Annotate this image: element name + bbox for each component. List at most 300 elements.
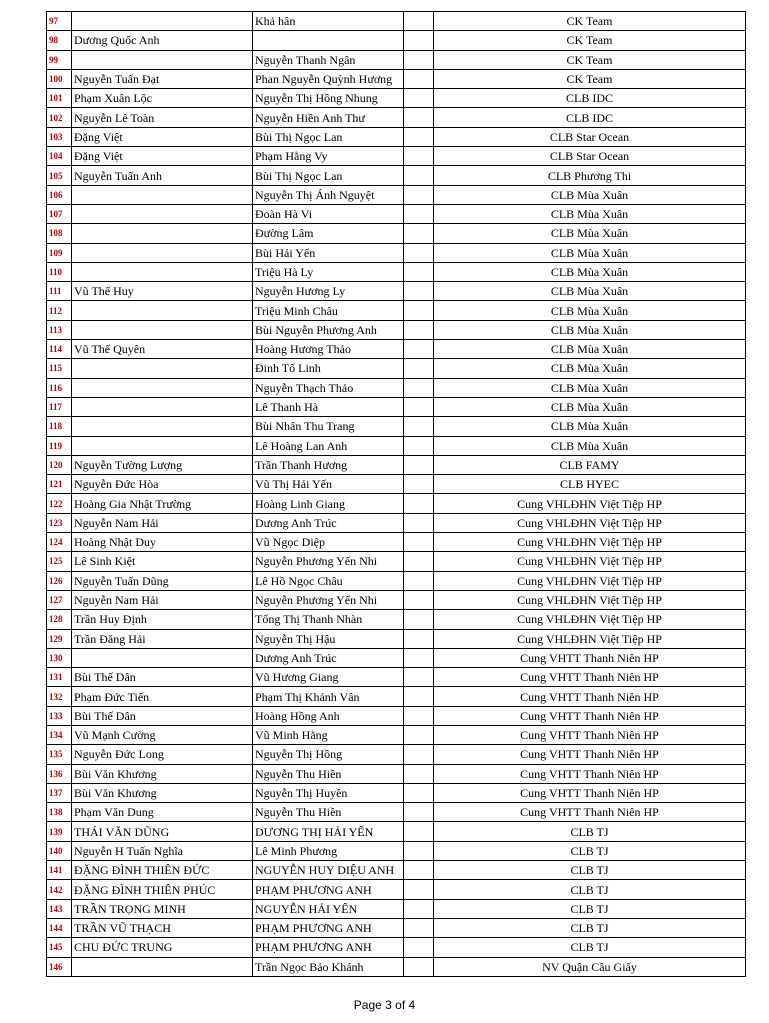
table-row [47,668,746,687]
name-column-b-cell: Nguyễn Thu Hiền [253,764,404,783]
blank-cell [404,475,434,494]
name-column-b-cell: DƯƠNG THỊ HẢI YẾN [253,822,404,841]
name-column-a-cell: Phạm Đức Tiến [72,687,253,706]
blank-cell [404,69,434,88]
row-number-cell: 132 [47,687,72,706]
name-column-a-cell [72,957,253,976]
unit-cell: Cung VHTT Thanh Niên HP [434,706,746,725]
unit-cell: Cung VHTT Thanh Niên HP [434,803,746,822]
unit-cell: CLB FAMY [434,455,746,474]
table-row [47,841,746,860]
document-sheet [46,11,746,977]
blank-cell [404,957,434,976]
blank-cell [404,262,434,281]
name-column-b-cell: Lê Minh Phương [253,841,404,860]
blank-cell [404,899,434,918]
name-column-b-cell: Nguyễn Thạch Thảo [253,378,404,397]
unit-cell: CLB Mùa Xuân [434,204,746,223]
table-row [47,12,746,31]
row-number-cell: 116 [47,378,72,397]
unit-cell: CLB TJ [434,899,746,918]
row-number-cell: 121 [47,475,72,494]
table-row [47,301,746,320]
name-column-a-cell: Hoàng Gia Nhật Trường [72,494,253,513]
unit-cell: CLB Mùa Xuân [434,417,746,436]
unit-cell: Cung VHLĐHN Việt Tiệp HP [434,513,746,532]
name-column-a-cell [72,397,253,416]
row-number-cell: 124 [47,533,72,552]
name-column-a-cell: ĐẶNG ĐÌNH THIÊN PHÚC [72,880,253,899]
table-row [47,783,746,802]
unit-cell: CK Team [434,12,746,31]
unit-cell: Cung VHLĐHN Việt Tiệp HP [434,533,746,552]
row-number-cell: 118 [47,417,72,436]
unit-cell: CLB TJ [434,938,746,957]
table-row [47,764,746,783]
table-row [47,282,746,301]
name-column-a-cell [72,185,253,204]
blank-cell [404,513,434,532]
blank-cell [404,533,434,552]
table-row [47,69,746,88]
blank-cell [404,359,434,378]
name-column-b-cell: Bùi Hải Yến [253,243,404,262]
unit-cell: Cung VHTT Thanh Niên HP [434,725,746,744]
table-row [47,629,746,648]
name-column-a-cell [72,648,253,667]
name-column-a-cell: THÁI VĂN DŨNG [72,822,253,841]
row-number-cell: 133 [47,706,72,725]
row-number-cell: 129 [47,629,72,648]
name-column-b-cell: Tống Thị Thanh Nhàn [253,610,404,629]
name-column-a-cell: Phạm Văn Dung [72,803,253,822]
name-column-b-cell: Phạm Hằng Vy [253,147,404,166]
blank-cell [404,89,434,108]
blank-cell [404,147,434,166]
name-column-b-cell: Nguyễn Thu Hiền [253,803,404,822]
name-column-a-cell [72,224,253,243]
blank-cell [404,301,434,320]
row-number-cell: 130 [47,648,72,667]
unit-cell: Cung VHLĐHN Việt Tiệp HP [434,552,746,571]
name-column-b-cell: Triệu Hà Ly [253,262,404,281]
table-row [47,340,746,359]
name-column-b-cell: Đường Lâm [253,224,404,243]
unit-cell: CLB Mùa Xuân [434,320,746,339]
table-row [47,610,746,629]
name-column-a-cell: Vũ Thế Huy [72,282,253,301]
row-number-cell: 112 [47,301,72,320]
row-number-cell: 113 [47,320,72,339]
blank-cell [404,108,434,127]
blank-cell [404,50,434,69]
name-column-a-cell [72,359,253,378]
table-row [47,725,746,744]
unit-cell: CLB Phương Thi [434,166,746,185]
row-number-cell: 134 [47,725,72,744]
row-number-cell: 115 [47,359,72,378]
name-column-b-cell: Nguyễn Thị Hồng [253,745,404,764]
row-number-cell: 105 [47,166,72,185]
table-row [47,127,746,146]
name-column-b-cell: Nguyễn Thị Hậu [253,629,404,648]
name-column-a-cell: Nguyễn Tuấn Anh [72,166,253,185]
name-column-b-cell: Đoàn Hà Vi [253,204,404,223]
name-column-a-cell: Nguyễn Lê Toàn [72,108,253,127]
unit-cell: Cung VHTT Thanh Niên HP [434,764,746,783]
unit-cell: CLB Mùa Xuân [434,301,746,320]
page-footer: Page 3 of 4 [353,998,416,1012]
unit-cell: CLB Mùa Xuân [434,359,746,378]
blank-cell [404,494,434,513]
unit-cell: CLB TJ [434,822,746,841]
blank-cell [404,648,434,667]
blank-cell [404,436,434,455]
blank-cell [404,185,434,204]
table-row [47,320,746,339]
table-row [47,204,746,223]
unit-cell: CLB TJ [434,841,746,860]
row-number-cell: 114 [47,340,72,359]
name-column-a-cell: Vũ Thế Quyên [72,340,253,359]
name-column-b-cell: Hoàng Hồng Anh [253,706,404,725]
blank-cell [404,320,434,339]
name-column-b-cell: Lê Hồ Ngọc Châu [253,571,404,590]
name-column-a-cell: Đặng Việt [72,147,253,166]
row-number-cell: 109 [47,243,72,262]
unit-cell: CLB Mùa Xuân [434,378,746,397]
row-number-cell: 108 [47,224,72,243]
row-number-cell: 143 [47,899,72,918]
table-row [47,378,746,397]
row-number-cell: 141 [47,861,72,880]
name-column-b-cell: Lê Hoàng Lan Anh [253,436,404,455]
name-column-b-cell: Nguyễn Thị Ánh Nguyệt [253,185,404,204]
name-column-b-cell: PHẠM PHƯƠNG ANH [253,918,404,937]
name-column-a-cell: TRẦN TRỌNG MINH [72,899,253,918]
name-column-b-cell: Hoàng Hương Thảo [253,340,404,359]
name-column-b-cell: Hoàng Linh Giang [253,494,404,513]
name-column-b-cell: Vũ Hương Giang [253,668,404,687]
name-column-b-cell: Nguyễn Hiền Anh Thư [253,108,404,127]
blank-cell [404,224,434,243]
name-column-b-cell: Phạm Thị Khánh Vân [253,687,404,706]
name-column-b-cell: Vũ Thị Hải Yến [253,475,404,494]
row-number-cell: 146 [47,957,72,976]
name-column-a-cell: Trần Huy Định [72,610,253,629]
name-column-a-cell [72,417,253,436]
name-column-a-cell [72,243,253,262]
name-column-a-cell: Bùi Văn Khương [72,783,253,802]
row-number-cell: 128 [47,610,72,629]
table-row [47,50,746,69]
table-row [47,706,746,725]
unit-cell: CLB Mùa Xuân [434,340,746,359]
unit-cell: CLB HYEC [434,475,746,494]
name-column-a-cell: Vũ Mạnh Cường [72,725,253,744]
name-column-a-cell [72,378,253,397]
table-row [47,417,746,436]
row-number-cell: 104 [47,147,72,166]
unit-cell: CLB Star Ocean [434,127,746,146]
name-column-a-cell: Nguyễn Tường Lượng [72,455,253,474]
unit-cell: Cung VHTT Thanh Niên HP [434,745,746,764]
name-column-a-cell: Nguyễn Nam Hải [72,590,253,609]
name-column-a-cell: Hoàng Nhật Duy [72,533,253,552]
name-column-a-cell [72,262,253,281]
table-row [47,397,746,416]
table-row [47,513,746,532]
row-number-cell: 103 [47,127,72,146]
name-column-b-cell: PHẠM PHƯƠNG ANH [253,880,404,899]
row-number-cell: 142 [47,880,72,899]
row-number-cell: 135 [47,745,72,764]
name-column-a-cell [72,301,253,320]
row-number-cell: 126 [47,571,72,590]
unit-cell: CLB Mùa Xuân [434,185,746,204]
name-column-a-cell [72,204,253,223]
row-number-cell: 119 [47,436,72,455]
unit-cell: CLB Mùa Xuân [434,397,746,416]
name-column-a-cell: Bùi Thế Dân [72,668,253,687]
unit-cell: CLB IDC [434,108,746,127]
table-row [47,590,746,609]
unit-cell: CLB TJ [434,880,746,899]
table-row [47,243,746,262]
name-column-a-cell: Đặng Việt [72,127,253,146]
name-column-a-cell [72,436,253,455]
blank-cell [404,12,434,31]
name-column-b-cell: Vũ Ngọc Diệp [253,533,404,552]
blank-cell [404,610,434,629]
blank-cell [404,204,434,223]
unit-cell: CLB Mùa Xuân [434,436,746,455]
name-column-a-cell: CHU ĐỨC TRUNG [72,938,253,957]
row-number-cell: 97 [47,12,72,31]
row-number-cell: 127 [47,590,72,609]
name-column-b-cell: Dương Anh Trúc [253,648,404,667]
table-row [47,533,746,552]
name-column-a-cell: Nguyễn Tuấn Dũng [72,571,253,590]
row-number-cell: 106 [47,185,72,204]
unit-cell: CLB TJ [434,861,746,880]
table-row [47,31,746,50]
table-row [47,899,746,918]
unit-cell: Cung VHTT Thanh Niên HP [434,783,746,802]
unit-cell: CLB Mùa Xuân [434,282,746,301]
participant-table [46,11,746,977]
name-column-b-cell [253,31,404,50]
name-column-a-cell [72,50,253,69]
blank-cell [404,918,434,937]
table-row [47,803,746,822]
table-row [47,687,746,706]
row-number-cell: 123 [47,513,72,532]
name-column-a-cell [72,12,253,31]
blank-cell [404,706,434,725]
table-row [47,262,746,281]
blank-cell [404,571,434,590]
name-column-a-cell: Nguyễn Tuấn Đạt [72,69,253,88]
row-number-cell: 136 [47,764,72,783]
table-row [47,185,746,204]
name-column-a-cell: ĐẶNG ĐÌNH THIÊN ĐỨC [72,861,253,880]
row-number-cell: 100 [47,69,72,88]
unit-cell: CK Team [434,69,746,88]
row-number-cell: 122 [47,494,72,513]
table-row [47,745,746,764]
blank-cell [404,282,434,301]
name-column-b-cell: Trần Thanh Hương [253,455,404,474]
name-column-b-cell: Bùi Nhân Thu Trang [253,417,404,436]
name-column-b-cell: NGUYỄN HUY DIỆU ANH [253,861,404,880]
name-column-a-cell: Trần Đăng Hải [72,629,253,648]
unit-cell: CLB Mùa Xuân [434,262,746,281]
name-column-b-cell: Phan Nguyễn Quỳnh Hương [253,69,404,88]
row-number-cell: 117 [47,397,72,416]
name-column-b-cell: Nguyễn Phương Yến Nhi [253,552,404,571]
name-column-a-cell: Nguyễn Nam Hải [72,513,253,532]
unit-cell: Cung VHLĐHN Việt Tiệp HP [434,494,746,513]
unit-cell: Cung VHLĐHN Việt Tiệp HP [434,590,746,609]
blank-cell [404,31,434,50]
unit-cell: Cung VHLĐHN Việt Tiệp HP [434,571,746,590]
name-column-b-cell: Nguyễn Thị Hồng Nhung [253,89,404,108]
blank-cell [404,590,434,609]
row-number-cell: 98 [47,31,72,50]
blank-cell [404,841,434,860]
row-number-cell: 131 [47,668,72,687]
unit-cell: NV Quận Cầu Giấy [434,957,746,976]
table-row [47,475,746,494]
name-column-a-cell: Bùi Văn Khương [72,764,253,783]
blank-cell [404,378,434,397]
name-column-a-cell: Bùi Thế Dân [72,706,253,725]
blank-cell [404,822,434,841]
name-column-a-cell: Lê Sinh Kiệt [72,552,253,571]
row-number-cell: 110 [47,262,72,281]
name-column-b-cell: Bùi Thị Ngọc Lan [253,127,404,146]
blank-cell [404,455,434,474]
name-column-b-cell: Nguyễn Thị Huyền [253,783,404,802]
name-column-b-cell: Dương Anh Trúc [253,513,404,532]
unit-cell: Cung VHLĐHN Việt Tiệp HP [434,610,746,629]
row-number-cell: 111 [47,282,72,301]
name-column-b-cell: PHẠM PHƯƠNG ANH [253,938,404,957]
blank-cell [404,764,434,783]
name-column-b-cell: Lê Thanh Hà [253,397,404,416]
blank-cell [404,938,434,957]
blank-cell [404,397,434,416]
name-column-b-cell: Bùi Thị Ngọc Lan [253,166,404,185]
row-number-cell: 101 [47,89,72,108]
blank-cell [404,166,434,185]
unit-cell: CLB Mùa Xuân [434,224,746,243]
table-row [47,918,746,937]
blank-cell [404,725,434,744]
name-column-b-cell: Bùi Nguyễn Phương Anh [253,320,404,339]
name-column-b-cell: Trần Ngọc Bảo Khánh [253,957,404,976]
row-number-cell: 120 [47,455,72,474]
unit-cell: Cung VHTT Thanh Niên HP [434,668,746,687]
unit-cell: CLB Star Ocean [434,147,746,166]
unit-cell: Cung VHTT Thanh Niên HP [434,648,746,667]
table-row [47,89,746,108]
name-column-b-cell: Đinh Tố Linh [253,359,404,378]
unit-cell: CK Team [434,31,746,50]
unit-cell: CLB IDC [434,89,746,108]
table-row [47,494,746,513]
name-column-b-cell: Triệu Minh Châu [253,301,404,320]
name-column-a-cell: Nguyễn H Tuấn Nghĩa [72,841,253,860]
table-row [47,938,746,957]
blank-cell [404,668,434,687]
table-row [47,436,746,455]
table-row [47,166,746,185]
row-number-cell: 140 [47,841,72,860]
row-number-cell: 107 [47,204,72,223]
table-row [47,455,746,474]
table-row [47,880,746,899]
row-number-cell: 125 [47,552,72,571]
name-column-b-cell: Nguyễn Phương Yến Nhi [253,590,404,609]
unit-cell: CLB TJ [434,918,746,937]
blank-cell [404,552,434,571]
unit-cell: Cung VHTT Thanh Niên HP [434,687,746,706]
table-row [47,108,746,127]
table-row [47,571,746,590]
table-row [47,359,746,378]
blank-cell [404,127,434,146]
row-number-cell: 145 [47,938,72,957]
blank-cell [404,880,434,899]
name-column-a-cell: Dương Quốc Anh [72,31,253,50]
blank-cell [404,783,434,802]
name-column-b-cell: Khả hân [253,12,404,31]
name-column-a-cell: TRẦN VŨ THẠCH [72,918,253,937]
blank-cell [404,629,434,648]
table-row [47,957,746,976]
name-column-a-cell: Phạm Xuân Lộc [72,89,253,108]
unit-cell: CLB Mùa Xuân [434,243,746,262]
blank-cell [404,687,434,706]
name-column-b-cell: Nguyễn Hương Ly [253,282,404,301]
name-column-a-cell [72,320,253,339]
row-number-cell: 137 [47,783,72,802]
table-row [47,552,746,571]
blank-cell [404,340,434,359]
name-column-b-cell: NGUYỄN HẢI YẾN [253,899,404,918]
name-column-b-cell: Nguyễn Thanh Ngân [253,50,404,69]
row-number-cell: 144 [47,918,72,937]
table-row [47,861,746,880]
name-column-a-cell: Nguyễn Đức Hòa [72,475,253,494]
participant-table-body [47,12,746,977]
table-row [47,648,746,667]
table-row [47,147,746,166]
row-number-cell: 138 [47,803,72,822]
blank-cell [404,745,434,764]
blank-cell [404,803,434,822]
row-number-cell: 102 [47,108,72,127]
name-column-b-cell: Vũ Minh Hằng [253,725,404,744]
row-number-cell: 99 [47,50,72,69]
blank-cell [404,861,434,880]
name-column-a-cell: Nguyễn Đức Long [72,745,253,764]
table-row [47,224,746,243]
row-number-cell: 139 [47,822,72,841]
blank-cell [404,417,434,436]
